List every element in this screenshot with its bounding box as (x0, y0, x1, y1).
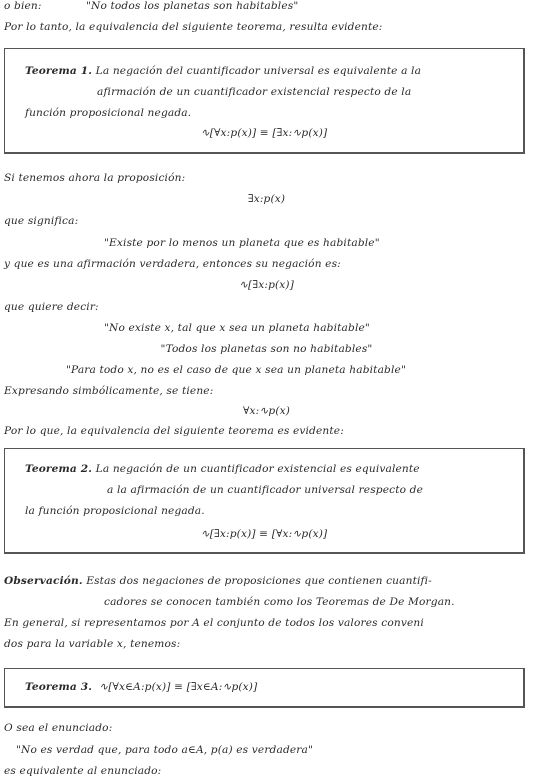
formula-exists: ∃x:p(x) (247, 193, 286, 205)
observacion-line-2: cadores se conocen también como los Teoremas de De Morgan. (104, 596, 455, 608)
observacion-title: Observación. (4, 575, 83, 587)
observacion-line-1 (4, 575, 432, 588)
quote-no-existe: "No existe x, tal que x sea un planeta habitable" (104, 322, 370, 334)
quote-todos: "Todos los planetas son no habitables" (160, 343, 373, 355)
teorema-3-box (4, 668, 525, 708)
expresando-text: Expresando simbólicamente, se tiene: (4, 385, 214, 397)
teorema-1-box (4, 48, 525, 154)
observacion-line-4: dos para la variable x, tenemos: (4, 638, 181, 650)
quote-existe: "Existe por lo menos un planeta que es habitable" (104, 237, 380, 249)
observacion-line-3: En general, si representamos por A el conjunto de todos los valores conveni (4, 617, 424, 629)
o-bien-quote: "No todos los planetas son habitables" (86, 0, 299, 12)
teorema-2-box (4, 448, 525, 554)
que-significa-text: que significa: (4, 215, 79, 227)
observacion-text-1: Estas dos negaciones de proposiciones que contienen cuantifi- (86, 575, 432, 587)
equivalente-text: es equivalente al enunciado: (4, 765, 162, 777)
que-quiere-text: que quiere decir: (4, 301, 99, 313)
por-lo-que-text: Por lo que, la equivalencia del siguiente teorema es evidente: (4, 425, 344, 437)
teorema-2-text-1: La negación de un cuantificador existencial es equivalente (95, 463, 420, 475)
quote-no-es-verdad: "No es verdad que, para todo a∈A, p(a) es verdadera" (16, 744, 314, 756)
afirmacion-text: y que es una afirmación verdadera, entonces su negación es: (4, 258, 341, 270)
teorema-1-line-2: afirmación de un cuantificador existencial respecto de la (97, 86, 412, 98)
teorema-1-line-1 (25, 65, 421, 78)
teorema-3-formula: ∿[∀x∈A:p(x)] ≡ [∃x∈A:∿p(x)] (99, 681, 258, 693)
si-tenemos-text: Si tenemos ahora la proposición: (4, 172, 186, 184)
por-lo-tanto-text: Por lo tanto, la equivalencia del siguiente teorema, resulta evidente: (4, 21, 383, 33)
teorema-2-formula: ∿[∃x:p(x)] ≡ [∀x:∿p(x)] (200, 528, 328, 540)
formula-negation: ∿[∃x:p(x)] (239, 279, 294, 291)
teorema-1-formula: ∿[∀x:p(x)] ≡ [∃x:∿p(x)] (200, 127, 328, 139)
teorema-1-text-1: La negación del cuantificador universal es equivalente a la (95, 65, 422, 77)
quote-para-todo: "Para todo x, no es el caso de que x sea un planeta habitable" (66, 364, 406, 376)
o-bien-label: o bien: (4, 0, 42, 12)
teorema-2-title: Teorema 2. (25, 463, 93, 475)
teorema-1-title: Teorema 1. (25, 65, 93, 77)
o-sea-text: O sea el enunciado: (4, 722, 113, 734)
teorema-1-line-3: función proposicional negada. (25, 107, 192, 119)
teorema-2-line-3: la función proposicional negada. (25, 505, 205, 517)
teorema-3-title: Teorema 3. (25, 681, 93, 693)
formula-forall: ∀x:∿p(x) (242, 405, 291, 417)
teorema-2-line-1 (25, 463, 420, 476)
teorema-3-line (25, 681, 257, 694)
teorema-2-line-2: a la afirmación de un cuantificador universal respecto de (107, 484, 424, 496)
